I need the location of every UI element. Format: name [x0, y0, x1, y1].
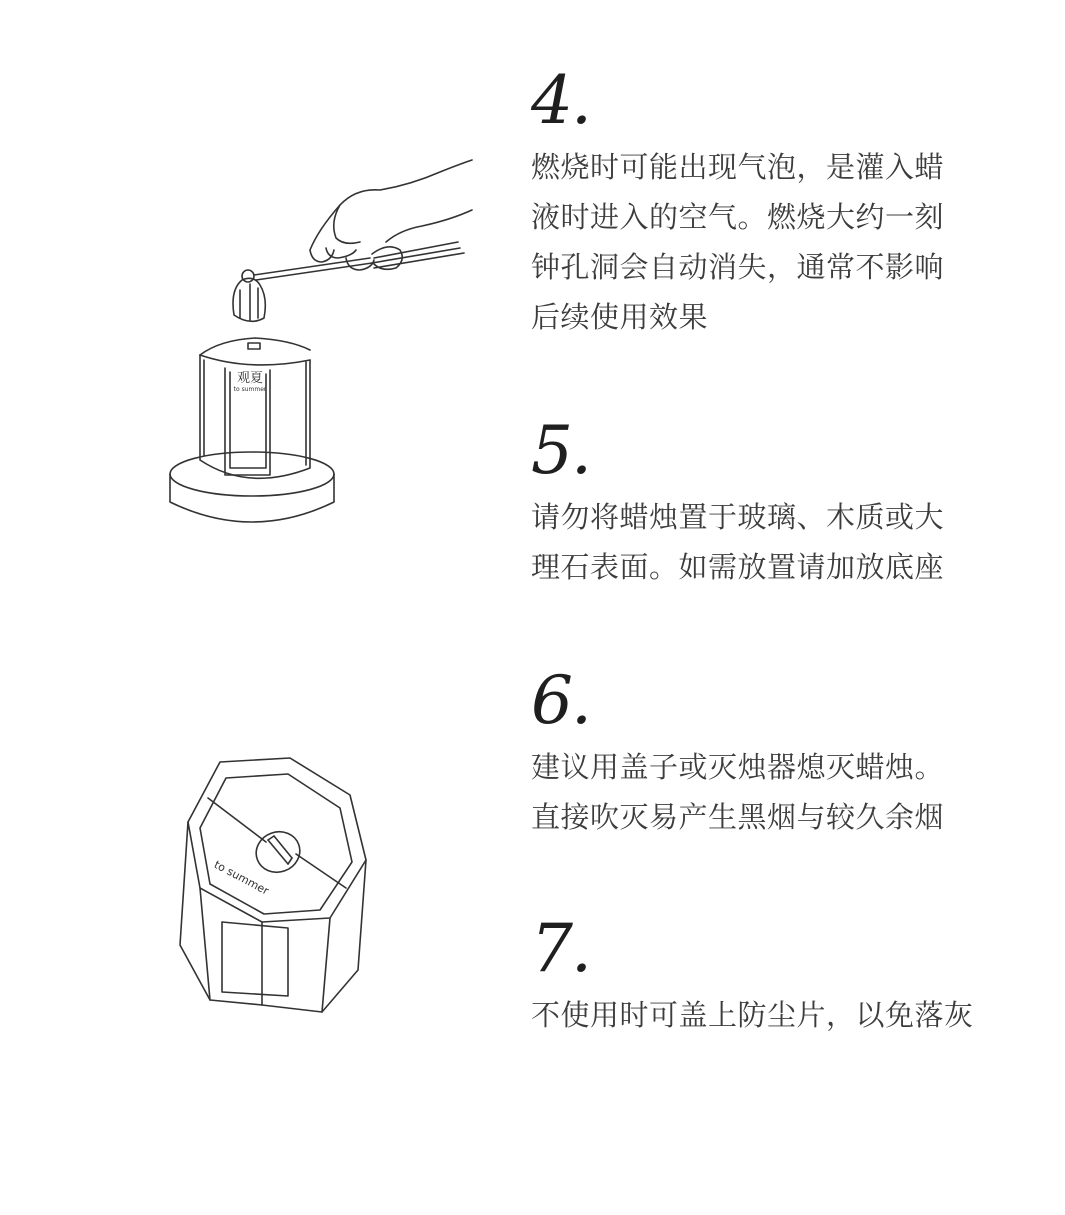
- candle-snuffer-illustration: [160, 150, 480, 530]
- tip-7: [531, 910, 974, 1040]
- tip-number: 5.: [531, 412, 590, 489]
- tip-line: 建议用盖子或灭烛器熄灭蜡烛。: [531, 750, 945, 784]
- tip-line: 请勿将蜡烛置于玻璃、木质或大: [531, 500, 945, 534]
- tip-line: 不使用时可盖上防尘片，以免落灰: [531, 998, 974, 1032]
- candle-label: [233, 372, 267, 394]
- tip-text: [531, 492, 961, 592]
- tip-6: [531, 662, 961, 842]
- tip-line: 理石表面。如需放置请加放底座: [531, 550, 945, 584]
- candle-label-en: to summer: [233, 386, 267, 393]
- tip-4: [531, 62, 961, 342]
- tip-text: [531, 990, 974, 1040]
- tip-number: 4.: [531, 62, 590, 139]
- tip-5: [531, 412, 961, 592]
- candle-label-cn: 观夏: [236, 371, 263, 386]
- tip-line: 直接吹灭易产生黑烟与较久余烟: [531, 800, 945, 834]
- tip-number: 6.: [531, 662, 590, 739]
- candle-lid-illustration: [170, 750, 380, 1020]
- tip-text: [531, 142, 961, 342]
- lid-label: to summer: [211, 858, 271, 898]
- tip-line: 燃烧时可能出现气泡，是灌入蜡: [531, 150, 945, 184]
- tip-number: 7.: [531, 910, 590, 987]
- tip-text: [531, 742, 961, 842]
- tip-line: 钟孔洞会自动消失，通常不影响: [531, 250, 945, 284]
- tip-line: 后续使用效果: [531, 300, 709, 334]
- tip-line: 液时进入的空气。燃烧大约一刻: [531, 200, 945, 234]
